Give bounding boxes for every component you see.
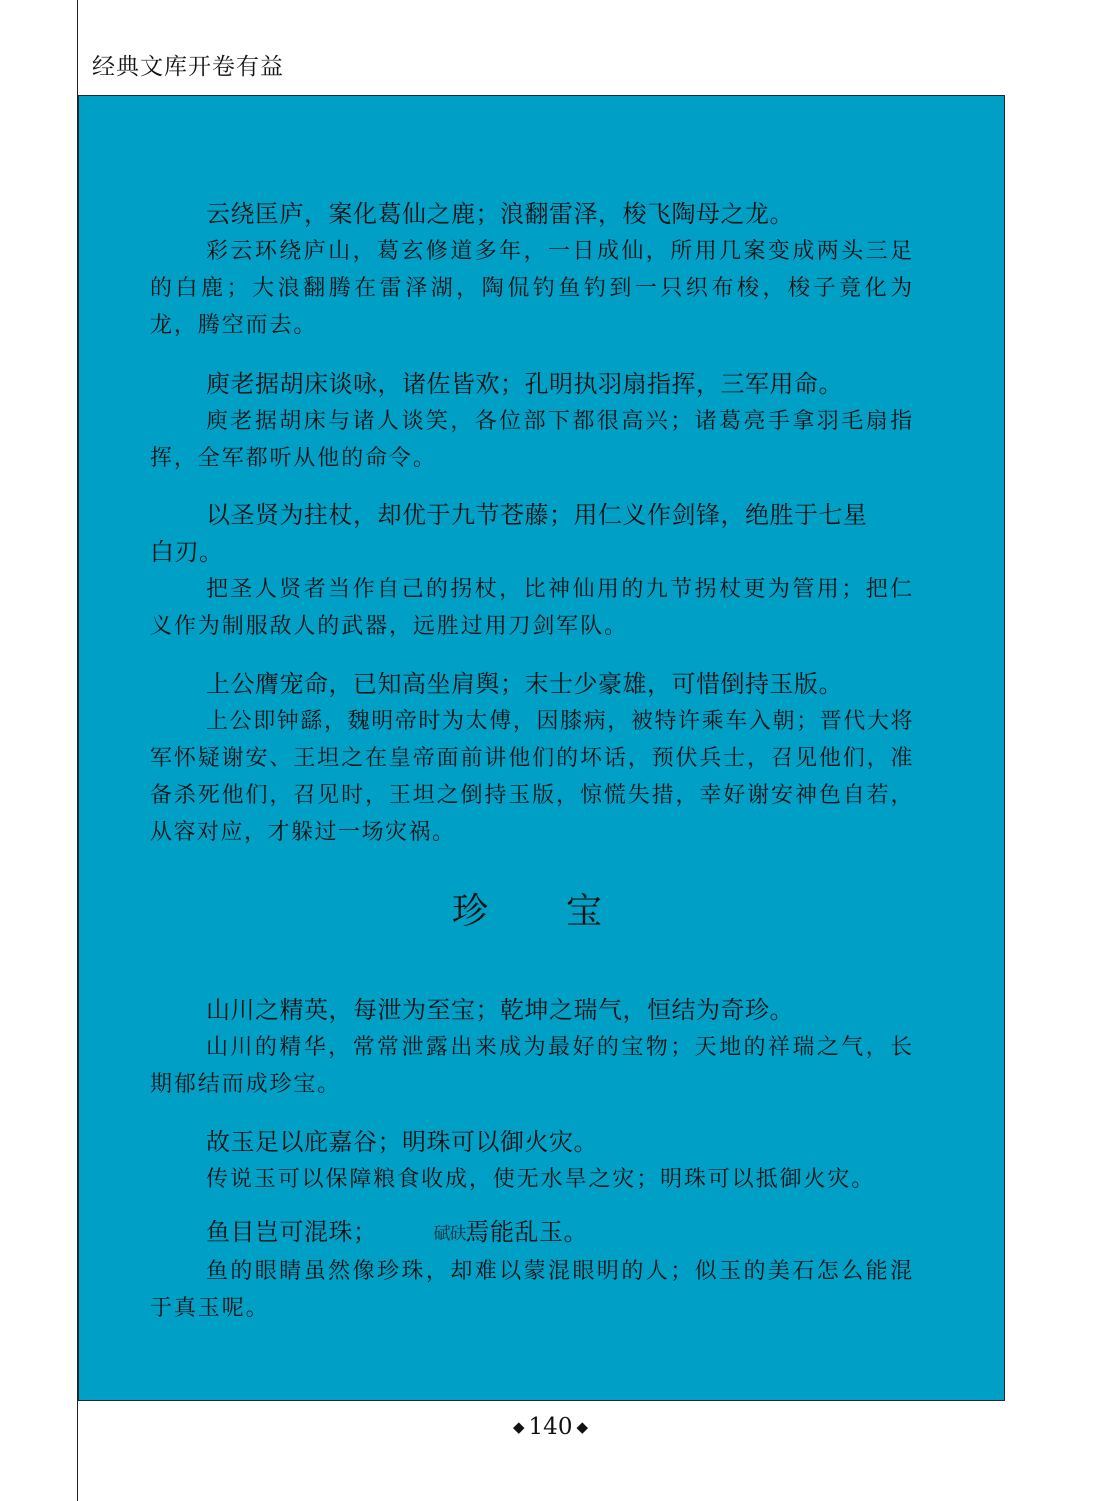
explanation-text: 传说玉可以保障粮食收成，使无水旱之灾；明珠可以抵御火灾。 bbox=[206, 1167, 876, 1192]
verse-line: 山川之精英，每泄为至宝；乾坤之瑞气，恒结为奇珍。 bbox=[206, 996, 794, 1024]
verse-line: 云绕匡庐，案化葛仙之鹿；浪翻雷泽，梭飞陶母之龙。 bbox=[206, 200, 794, 228]
verse-line: 庾老据胡床谈咏，诸佐皆欢；孔明执羽扇指挥，三军用命。 bbox=[206, 370, 843, 398]
verse-part: 焉能乱玉。 bbox=[465, 1218, 588, 1246]
verse-line bbox=[150, 1214, 914, 1253]
explanation-text: 庾老据胡床与诸人谈笑，各位部下都很高兴；诸葛亮手拿羽毛扇指挥，全军都听从他的命令。 bbox=[150, 409, 914, 471]
section-heading: 珍宝 bbox=[452, 891, 681, 932]
entry-1 bbox=[150, 196, 914, 344]
section-entry-2 bbox=[150, 1124, 914, 1198]
diamond-ornament-icon: ◆ bbox=[513, 1418, 525, 1436]
verse-line: 以圣贤为拄杖，却优于九节苍藤；用仁义作剑锋，绝胜于七星 bbox=[206, 501, 868, 529]
running-header-title: 经典文库开卷有益 bbox=[92, 54, 284, 80]
section-entry-3 bbox=[150, 1214, 914, 1327]
section-entry-1 bbox=[150, 992, 914, 1103]
explanation-text: 上公即钟繇，魏明帝时为太傅，因膝病，被特许乘车入朝；晋代大将军怀疑谢安、王坦之在皇帝面前讲他们的坏话，预伏兵士，召见他们，准备杀死他们，召见时，王坦之倒持玉版，惊慌失措，幸好谢安神色自若，从容对应，才躲过一场灾祸。 bbox=[150, 709, 914, 845]
verse-line-continued: 白刃。 bbox=[150, 538, 224, 566]
diamond-ornament-icon: ◆ bbox=[576, 1418, 588, 1436]
verse-line: 上公膺宠命，已知高坐肩舆；末士少豪雄，可惜倒持玉版。 bbox=[206, 670, 843, 698]
entry-4 bbox=[150, 666, 914, 851]
obscured-characters: 碔砆 bbox=[433, 1224, 466, 1244]
verse-line: 故玉足以庇嘉谷；明珠可以御火灾。 bbox=[206, 1128, 598, 1156]
explanation-text: 把圣人贤者当作自己的拐杖，比神仙用的九节拐杖更为管用；把仁义作为制服敌人的武器，远胜过用刀剑军队。 bbox=[150, 577, 914, 639]
explanation-text: 鱼的眼睛虽然像珍珠，却难以蒙混眼明的人；似玉的美石怎么能混于真玉呢。 bbox=[150, 1259, 914, 1321]
entry-3 bbox=[150, 497, 914, 645]
explanation-text: 彩云环绕庐山，葛玄修道多年，一日成仙，所用几案变成两头三足的白鹿；大浪翻腾在雷泽湖，陶侃钓鱼钓到一只织布梭，梭子竟化为龙，腾空而去。 bbox=[150, 239, 914, 338]
page-footer bbox=[0, 1410, 1101, 1444]
page-number: 140 bbox=[528, 1414, 573, 1440]
entry-2 bbox=[150, 366, 914, 477]
explanation-text: 山川的精华，常常泄露出来成为最好的宝物；天地的祥瑞之气，长期郁结而成珍宝。 bbox=[150, 1035, 914, 1097]
verse-part: 鱼目岂可混珠； bbox=[206, 1218, 378, 1246]
